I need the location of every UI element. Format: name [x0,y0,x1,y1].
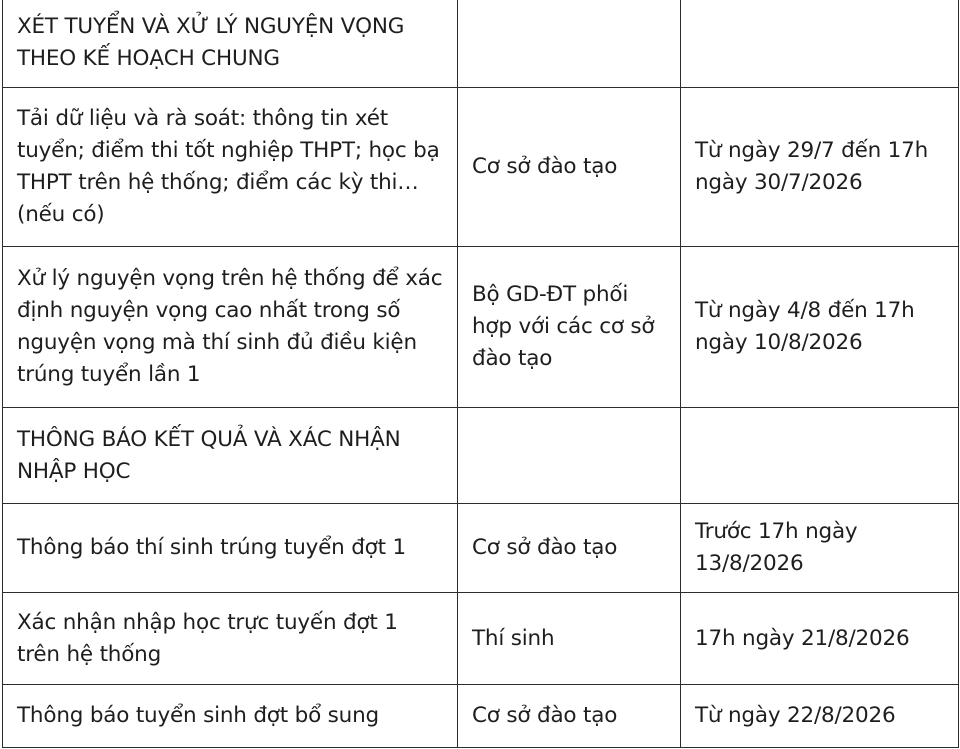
table-row [3,88,959,247]
table-row [3,504,959,593]
activity-text: Tải dữ liệu và rà soát: thông tin xét tuyển; điểm thi tốt nghiệp THPT; học bạ THPT trên hệ thống; điểm các kỳ thi… (nếu có) [17,106,440,227]
table-row [3,0,959,88]
responsible-cell [458,504,681,593]
timeline-text: Từ ngày 29/7 đến 17h ngày 30/7/2026 [695,138,929,195]
section-header-cell [3,0,458,88]
section-header-text: THÔNG BÁO KẾT QUẢ VÀ XÁC NHẬN NHẬP HỌC [17,426,401,484]
responsible-text: Cơ sở đào tạo [472,154,618,179]
timeline-text: Từ ngày 22/8/2026 [695,703,896,728]
responsible-cell [458,408,681,504]
table-row [3,593,959,685]
activity-text: Thông báo thí sinh trúng tuyển đợt 1 [17,535,406,560]
responsible-cell [458,88,681,247]
timeline-cell [681,685,959,748]
table-row [3,408,959,504]
responsible-text: Bộ GD-ĐT phối hợp với các cơ sở đào tạo [472,282,655,371]
activity-cell [3,88,458,247]
activity-text: Xử lý nguyện vọng trên hệ thống để xác định nguyện vọng cao nhất trong số nguyện vọng mà thí sinh đủ điều kiện trúng tuyển lần 1 [17,266,443,387]
timeline-text: 17h ngày 21/8/2026 [695,625,910,651]
table-row [3,247,959,408]
timeline-text: Từ ngày 4/8 đến 17h ngày 10/8/2026 [695,298,915,355]
table-row [3,685,959,748]
activity-cell [3,247,458,408]
section-header-cell [3,408,458,504]
responsible-cell [458,0,681,88]
responsible-cell [458,247,681,408]
section-header-text: XÉT TUYỂN VÀ XỬ LÝ NGUYỆN VỌNG THEO KẾ HOẠCH CHUNG [17,14,405,71]
timeline-cell [681,408,959,504]
responsible-text: Thí sinh [472,625,555,651]
timeline-cell [681,593,959,685]
timeline-cell [681,247,959,408]
timeline-text: Trước 17h ngày 13/8/2026 [695,519,858,576]
activity-cell [3,685,458,748]
responsible-cell [458,685,681,748]
responsible-text: Cơ sở đào tạo [472,535,618,560]
responsible-text: Cơ sở đào tạo [472,703,618,728]
activity-text: Thông báo tuyển sinh đợt bổ sung [17,703,379,728]
activity-text: Xác nhận nhập học trực tuyến đợt 1 trên hệ thống [17,609,398,667]
timeline-cell [681,0,959,88]
admission-schedule-table [2,0,959,748]
timeline-cell [681,88,959,247]
responsible-cell [458,593,681,685]
activity-cell [3,593,458,685]
activity-cell [3,504,458,593]
timeline-cell [681,504,959,593]
